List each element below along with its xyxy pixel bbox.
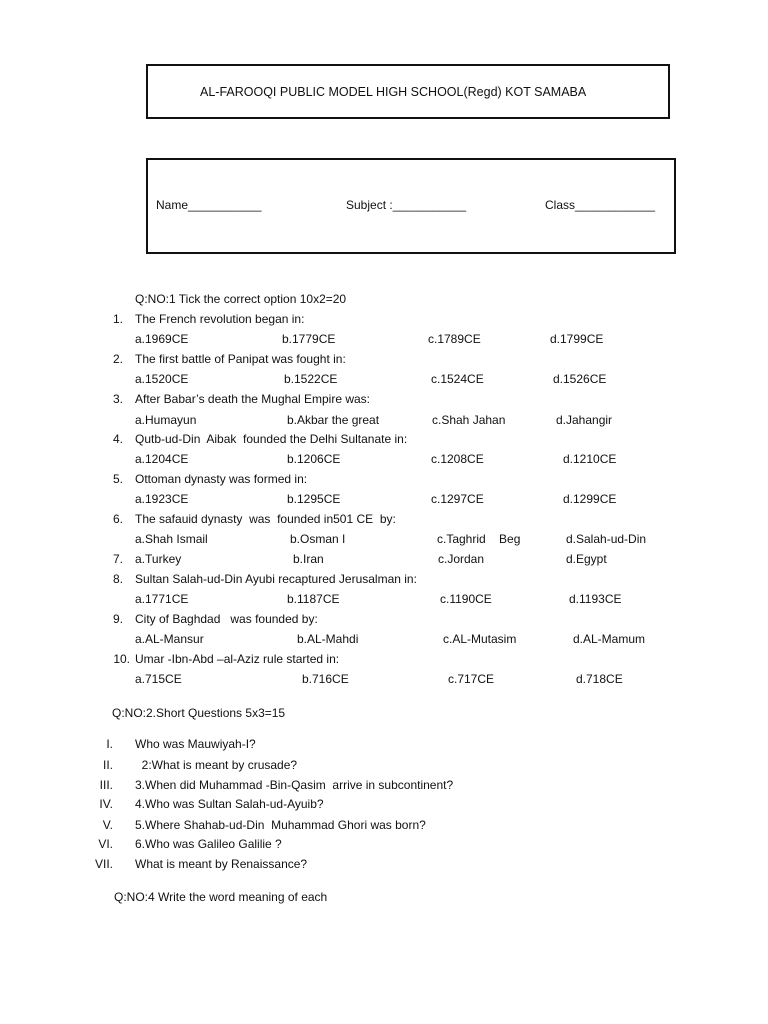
option-a: a.1923CE xyxy=(135,492,189,506)
question-number: 6. xyxy=(112,512,123,526)
question-text: What is meant by Renaissance? xyxy=(135,857,308,871)
question-number: 4. xyxy=(112,432,123,446)
option-c: c.1789CE xyxy=(428,332,481,346)
question-text: City of Baghdad was founded by: xyxy=(135,612,318,626)
option-d: d.Egypt xyxy=(566,552,607,566)
question-number: 1. xyxy=(112,312,123,326)
option-a: a.1771CE xyxy=(135,592,189,606)
class-field-label: Class____________ xyxy=(545,198,656,212)
option-d: d.AL-Mamum xyxy=(573,632,646,646)
option-d: d.1799CE xyxy=(550,332,604,346)
option-a: a.AL-Mansur xyxy=(135,632,204,646)
option-d: d.Salah-ud-Din xyxy=(566,532,647,546)
question-number: 2. xyxy=(112,352,123,366)
option-c: c.717CE xyxy=(448,672,495,686)
question-number: IV. xyxy=(99,797,113,811)
question-text: 2:What is meant by crusade? xyxy=(135,758,298,772)
option-b: b.1779CE xyxy=(282,332,336,346)
question-number: VII. xyxy=(94,857,113,871)
option-d: d.1299CE xyxy=(563,492,617,506)
question-text: 3.When did Muhammad -Bin-Qasim arrive in subcontinent? xyxy=(135,778,454,792)
option-b: b.1187CE xyxy=(287,592,340,606)
option-d: d.1526CE xyxy=(553,372,607,386)
question-number: V. xyxy=(102,818,113,832)
option-b: b.1522CE xyxy=(284,372,338,386)
option-b: b.Iran xyxy=(293,552,324,566)
option-c: c.Taghrid Beg xyxy=(437,532,521,546)
option-c: c.1190CE xyxy=(440,592,492,606)
question-text: Ottoman dynasty was formed in: xyxy=(135,472,308,486)
option-a: a.1969CE xyxy=(135,332,189,346)
option-c: c.1524CE xyxy=(431,372,484,386)
question-number: 9. xyxy=(112,612,123,626)
question-number: 3. xyxy=(112,392,123,406)
q4-heading: Q:NO:4 Write the word meaning of each xyxy=(114,890,328,904)
option-a: a.Shah Ismail xyxy=(135,532,208,546)
question-number: 7. xyxy=(112,552,123,566)
subject-field-label: Subject :___________ xyxy=(346,198,467,212)
question-text: Sultan Salah-ud-Din Ayubi recaptured Jerusalman in: xyxy=(135,572,417,586)
question-text: The first battle of Panipat was fought in: xyxy=(135,352,346,366)
question-number: VI. xyxy=(98,837,113,851)
question-number: I. xyxy=(106,737,113,751)
option-a: a.1204CE xyxy=(135,452,189,466)
option-c: c.AL-Mutasim xyxy=(443,632,517,646)
option-b: b.1206CE xyxy=(287,452,341,466)
option-a: a.Turkey xyxy=(135,552,182,566)
question-text: 4.Who was Sultan Salah-ud-Ayuib? xyxy=(135,797,324,811)
question-number: 5. xyxy=(112,472,123,486)
question-number: II. xyxy=(102,758,113,772)
option-a: a.715CE xyxy=(135,672,182,686)
question-text: Qutb-ud-Din Aibak founded the Delhi Sultanate in: xyxy=(135,432,408,446)
q2-heading: Q:NO:2.Short Questions 5x3=15 xyxy=(112,706,286,720)
question-number: 8. xyxy=(112,572,123,586)
option-d: d.1210CE xyxy=(563,452,617,466)
option-c: c.Shah Jahan xyxy=(432,413,506,427)
question-text: Umar -Ibn-Abd –al-Aziz rule started in: xyxy=(135,652,340,666)
option-c: c.1208CE xyxy=(431,452,484,466)
option-d: d.1193CE xyxy=(569,592,622,606)
question-text: The French revolution began in: xyxy=(135,312,305,326)
option-d: d.718CE xyxy=(576,672,623,686)
question-text: After Babar’s death the Mughal Empire was: xyxy=(135,392,371,406)
option-b: b.716CE xyxy=(302,672,349,686)
option-d: d.Jahangir xyxy=(556,413,613,427)
question-text: Who was Mauwiyah-I? xyxy=(135,737,256,751)
name-field-label: Name___________ xyxy=(156,198,262,212)
q1-heading: Q:NO:1 Tick the correct option 10x2=20 xyxy=(135,292,347,306)
option-b: b.AL-Mahdi xyxy=(297,632,359,646)
question-text: 5.Where Shahab-ud-Din Muhammad Ghori was born? xyxy=(135,818,426,832)
question-text: 6.Who was Galileo Galilie ? xyxy=(135,837,282,851)
option-a: a.1520CE xyxy=(135,372,189,386)
option-c: c.1297CE xyxy=(431,492,484,506)
question-text: The safauid dynasty was founded in501 CE by: xyxy=(135,512,396,526)
school-title: AL-FAROOQI PUBLIC MODEL HIGH SCHOOL(Regd) KOT SAMABA xyxy=(200,85,587,99)
option-a: a.Humayun xyxy=(135,413,197,427)
question-number: III. xyxy=(99,778,113,792)
question-number: 10. xyxy=(113,652,130,666)
option-b: b.1295CE xyxy=(287,492,341,506)
option-c: c.Jordan xyxy=(438,552,485,566)
option-b: b.Akbar the great xyxy=(287,413,380,427)
option-b: b.Osman I xyxy=(290,532,346,546)
